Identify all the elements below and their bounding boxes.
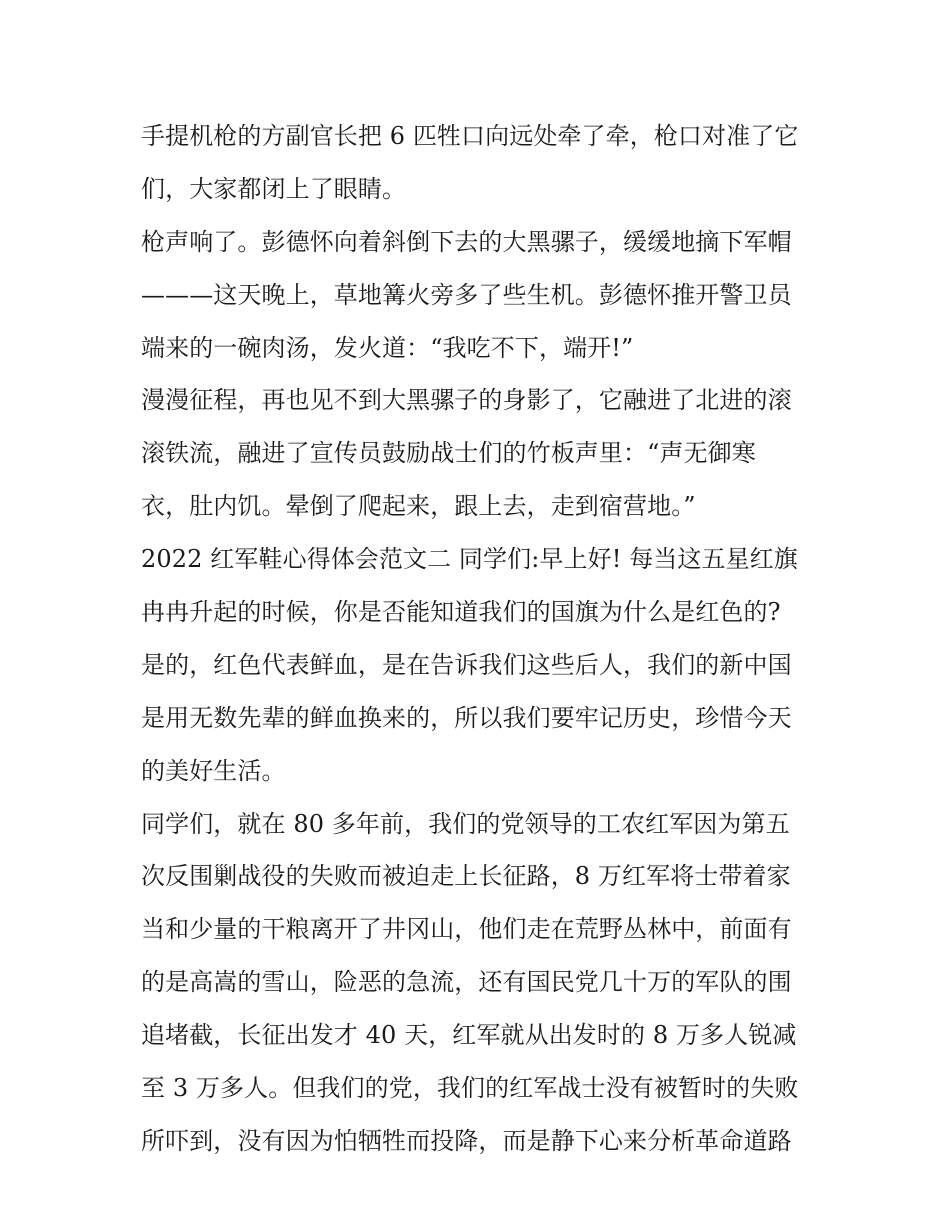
text-line: 2022 红军鞋心得体会范文二 同学们:早上好! 每当这五星红旗 (141, 545, 798, 574)
text-line: 手提机枪的方副官长把 6 匹牲口向远处牵了牵，枪口对准了它 (141, 122, 799, 150)
text-line: 枪声响了。彭德怀向着斜倒下去的大黑骡子，缓缓地摘下军帽 (141, 227, 792, 256)
text-line: 们，大家都闭上了眼睛。 (141, 174, 407, 203)
text-line: 同学们，就在 80 多年前，我们的党领导的工农红军因为第五 (141, 809, 790, 838)
text-line: 端来的一碗肉汤，发火道：“我吃不下，端开!” (141, 333, 634, 362)
text-line: 衣，肚内饥。晕倒了爬起来，跟上去，走到宿营地。” (141, 492, 696, 521)
text-line: 滚铁流，融进了宣传员鼓励战士们的竹板声里：“声无御寒 (141, 439, 756, 468)
text-line: 至 3 万多人。但我们的党，我们的红军战士没有被暂时的失败 (141, 1074, 799, 1103)
text-line: 的美好生活。 (141, 756, 286, 785)
text-line: 是用无数先辈的鲜血换来的，所以我们要牢记历史，珍惜今天 (141, 703, 792, 732)
text-line: 的是高嵩的雪山，险恶的急流，还有国民党几十万的军队的围 (141, 968, 792, 997)
text-line: 冉冉升起的时候，你是否能知道我们的国旗为什么是红色的? (141, 598, 781, 627)
text-line: 所吓到，没有因为怕牺牲而投降，而是静下心来分析革命道路 (141, 1126, 792, 1155)
text-line: 是的，红色代表鲜血，是在告诉我们这些后人，我们的新中国 (141, 650, 792, 679)
text-line: 漫漫征程，再也见不到大黑骡子的身影了，它融进了北进的滚 (141, 386, 792, 415)
text-line: 次反围剿战役的失败而被迫走上长征路，8 万红军将士带着家 (141, 862, 791, 891)
text-line: 追堵截，长征出发才 40 天，红军就从出发时的 8 万多人锐减 (141, 1021, 797, 1050)
document-text-body (141, 110, 821, 1168)
text-line: 当和少量的干粮离开了井冈山，他们走在荒野丛林中，前面有 (141, 915, 792, 944)
text-line: ———这天晚上，草地篝火旁多了些生机。彭德怀推开警卫员 (141, 280, 792, 309)
